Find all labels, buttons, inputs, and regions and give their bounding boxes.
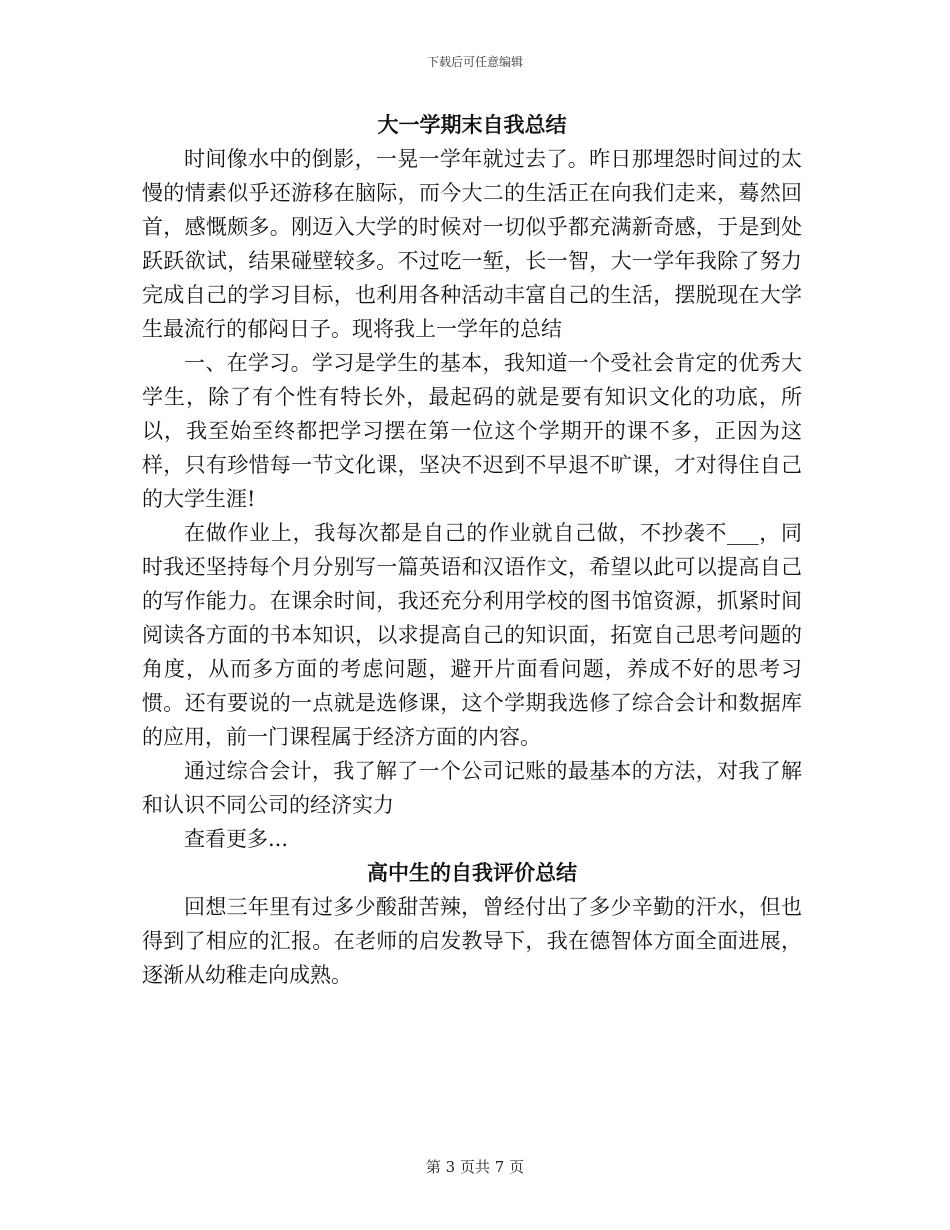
document-body xyxy=(142,108,802,992)
section-title: 高中生的自我评价总结 xyxy=(367,860,577,885)
read-more-link[interactable]: 查看更多... xyxy=(184,827,289,851)
paragraph: 在做作业上，我每次都是自己的作业就自己做，不抄袭不___，同时我还坚持每个月分别写一篇英语和汉语作文，希望以此可以提高自己的写作能力。在课余时间，我还充分利用学校的图书馆资源，抓紧时间阅读各方面的书本知识，以求提高自己的知识面，拓宽自己思考问题的角度，从而多方面的考虑问题，避开片面看问题，养成不好的思考习惯。还有要说的一点就是选修课，这个学期我选修了综合会计和数据库的应用，前一门课程属于经济方面的内容。 xyxy=(142,521,802,749)
page-footer: 第 3 页共 7 页 xyxy=(425,1158,525,1176)
paragraph: 回想三年里有过多少酸甜苦辣，曾经付出了多少辛勤的汗水，但也得到了相应的汇报。在老师的启发教导下，我在德智体方面全面进展，逐渐从幼稚走向成熟。 xyxy=(142,895,802,987)
header-note: 下载后可任意编辑 xyxy=(426,55,523,69)
paragraph: 通过综合会计，我了解了一个公司记账的最基本的方法，对我了解和认识不同公司的经济实力 xyxy=(142,759,802,817)
paragraph: 时间像水中的倒影，一晃一学年就过去了。昨日那埋怨时间过的太慢的情素似乎还游移在脑际，而今大二的生活正在向我们走来，蓦然回首，感慨颇多。刚迈入大学的时候对一切似乎都充满新奇感，于是到处跃跃欲试，结果碰壁较多。不过吃一堑，长一智，大一学年我除了努力完成自己的学习目标，也利用各种活动丰富自己的生活，摆脱现在大学生最流行的郁闷日子。现将我上一学年的总结 xyxy=(142,147,802,341)
paragraph: 一、在学习。学习是学生的基本，我知道一个受社会肯定的优秀大学生，除了有个性有特长外，最起码的就是要有知识文化的功底，所以，我至始至终都把学习摆在第一位这个学期开的课不多，正因为这样，只有珍惜每一节文化课，坚决不迟到不早退不旷课，才对得住自己的大学生涯! xyxy=(142,351,802,511)
section-title: 大一学期末自我总结 xyxy=(377,112,567,137)
